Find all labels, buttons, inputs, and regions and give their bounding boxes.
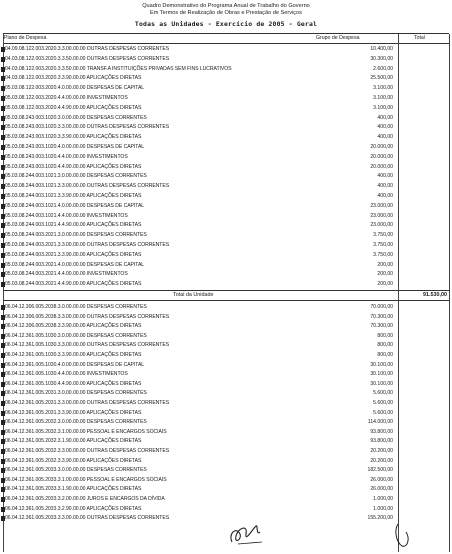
row-description: 05.03.08.243.003.1020.4.4.00.00.00 INVESTIMENTOS <box>5 153 128 160</box>
column-header-plano: Plano de Despesa <box>4 35 47 41</box>
row-description: 05.03.08.122.003.2020.4.0.00.00.00 DESPESAS DE CAPITAL <box>5 85 145 92</box>
row-grupo-value: 20.200,00 <box>370 448 393 454</box>
row-description: 05.03.08.243.003.1020.3.3.90.00.00 APLICAÇÕES DIRETAS <box>5 134 142 141</box>
row-grupo-value: 182.500,00 <box>367 467 393 474</box>
row-grupo-value: 800,00 <box>377 352 393 358</box>
table-row <box>5 212 445 221</box>
table-row <box>5 399 445 408</box>
row-grupo-value: 3.100,00 <box>373 95 393 101</box>
row-description: 06.04.12.361.005.2032.3.1.90.00.00 APLICAÇÕES DIRETAS <box>5 438 142 445</box>
row-grupo-value: 114.000,00 <box>367 419 393 426</box>
table-row <box>5 251 445 260</box>
row-description: 05.03.08.244.003.2021.4.4.00.00.00 INVESTIMENTOS <box>5 271 128 278</box>
row-description: 05.03.08.244.003.1021.4.4.00.00.00 INVESTIMENTOS <box>5 212 128 219</box>
row-grupo-value: 10.400,00 <box>370 46 393 52</box>
table-row <box>5 123 445 132</box>
table-row <box>5 389 445 398</box>
table-row <box>5 322 445 331</box>
row-description: 04.09.08.122.003.2020.3.3.00.00.00 OUTRAS DESPESAS CORRENTES <box>5 46 170 52</box>
row-grupo-value: 5.600,00 <box>373 400 393 406</box>
table-row <box>5 447 445 456</box>
row-description: 06.04.12.361.005.2033.3.0.00.00.00 DESPESAS CORRENTES <box>5 467 147 474</box>
row-description: 06.04.12.361.005.1030.4.4.00.00.00 INVESTIMENTOS <box>5 371 128 378</box>
row-description: 06.04.12.306.005.2038.3.0.00.00.00 DESPESAS CORRENTES <box>5 304 147 310</box>
row-grupo-value: 400,00 <box>377 114 393 121</box>
table-row <box>5 192 445 201</box>
row-grupo-value: 70.300,00 <box>370 313 393 320</box>
table-row <box>5 332 445 341</box>
row-description: 06.04.12.361.005.1030.4.4.90.00.00 APLICAÇÕES DIRETAS <box>5 380 142 387</box>
total-bottom-rule <box>3 300 449 301</box>
row-description: 06.04.12.361.005.2033.3.1.90.00.00 APLICAÇÕES DIRETAS <box>5 486 142 493</box>
row-description: 05.03.08.243.003.1020.3.3.00.00.00 OUTRAS DESPESAS CORRENTES <box>5 124 170 131</box>
table-row <box>5 280 445 289</box>
table-row <box>5 172 445 181</box>
row-description: 05.03.08.122.003.2020.4.4.90.00.00 APLICAÇÕES DIRETAS <box>5 104 142 111</box>
row-grupo-value: 400,00 <box>377 193 393 199</box>
row-description: 04.03.08.122.003.2020.3.3.50.00.00 TRANSF.A INSTITUIÇÕES PRIVADAS SEM FINS LUCRATIVOS <box>5 65 232 72</box>
table-row <box>5 241 445 250</box>
total-unidade-row <box>3 292 449 300</box>
row-grupo-value: 30.100,00 <box>370 380 393 387</box>
row-description: 04.03.08.122.003.2020.3.3.50.00.00 OUTRAS DESPESAS CORRENTES <box>5 55 170 62</box>
table-row <box>5 380 445 389</box>
row-description: 05.03.08.243.003.1020.4.0.00.00.00 DESPESAS DE CAPITAL <box>5 144 145 150</box>
row-grupo-value: 20.200,00 <box>370 457 393 464</box>
total-unidade-label: Total da Unidade <box>173 292 214 298</box>
table-row <box>5 104 445 113</box>
table-row <box>5 74 445 83</box>
row-description: 06.04.12.361.005.2033.3.3.00.00.00 OUTRAS DESPESAS CORRENTES <box>5 515 170 522</box>
signature-mark <box>226 520 266 550</box>
table-row <box>5 65 445 74</box>
table-row <box>5 270 445 279</box>
row-grupo-value: 2.600,00 <box>373 65 393 72</box>
row-grupo-value: 93.800,00 <box>370 438 393 445</box>
table-row <box>5 94 445 103</box>
table-row <box>5 457 445 466</box>
column-header-grupo: Grupo de Despesa <box>316 35 360 41</box>
column-header-total: Total <box>414 35 425 41</box>
row-grupo-value: 200,00 <box>377 261 393 268</box>
row-grupo-value: 25.500,00 <box>370 75 393 82</box>
table-row <box>5 84 445 93</box>
table-row <box>5 361 445 370</box>
row-description: 06.04.12.361.005.2032.3.0.00.00.00 DESPESAS CORRENTES <box>5 419 147 426</box>
table-row <box>5 428 445 437</box>
table-row <box>5 351 445 360</box>
row-description: 05.03.08.244.003.2021.3.3.00.00.00 OUTRAS DESPESAS CORRENTES <box>5 242 170 248</box>
row-description: 06.04.12.361.005.2031.3.3.90.00.00 APLICAÇÕES DIRETAS <box>5 409 142 416</box>
row-description: 05.03.08.244.003.2021.3.0.00.00.00 DESPESAS CORRENTES <box>5 232 147 239</box>
table-row <box>5 202 445 211</box>
row-grupo-value: 5.600,00 <box>373 390 393 397</box>
table-row <box>5 370 445 379</box>
row-grupo-value: 70.000,00 <box>370 304 393 310</box>
table-row <box>5 143 445 152</box>
report-scope: Todas as Unidades - Exercício de 2005 - Geral <box>134 20 318 28</box>
row-description: 05.03.08.244.003.2021.3.3.90.00.00 APLICAÇÕES DIRETAS <box>5 251 142 258</box>
table-row <box>5 133 445 142</box>
row-description: 06.04.12.361.005.1030.4.0.00.00.00 DESPESAS DE CAPITAL <box>5 361 145 368</box>
row-grupo-value: 30.300,00 <box>370 55 393 62</box>
row-grupo-value: 3.750,00 <box>373 242 393 248</box>
table-row <box>5 231 445 240</box>
table-row <box>5 45 445 54</box>
row-grupo-value: 800,00 <box>377 342 393 349</box>
table-row <box>5 313 445 322</box>
table-row <box>5 163 445 172</box>
row-grupo-value: 5.600,00 <box>373 409 393 416</box>
row-grupo-value: 800,00 <box>377 332 393 339</box>
row-description: 05.03.08.244.003.1021.4.0.00.00.00 DESPESAS DE CAPITAL <box>5 202 145 209</box>
row-grupo-value: 30.100,00 <box>370 371 393 378</box>
row-description: 06.04.12.361.005.2032.3.1.00.00.00 PESSOAL E ENCARGOS SOCIAIS <box>5 428 167 435</box>
row-grupo-value: 200,00 <box>377 281 393 288</box>
row-grupo-value: 70.300,00 <box>370 323 393 330</box>
row-grupo-value: 400,00 <box>377 173 393 180</box>
row-grupo-value: 26.000,00 <box>370 486 393 493</box>
row-grupo-value: 155.200,00 <box>367 515 393 522</box>
table-row <box>5 114 445 123</box>
row-description: 06.04.12.306.005.2038.3.3.00.00.00 OUTRAS DESPESAS CORRENTES <box>5 313 170 320</box>
total-top-rule <box>3 290 449 291</box>
table-row <box>5 485 445 494</box>
table-row <box>5 182 445 191</box>
row-description: 06.04.12.361.005.1030.3.3.90.00.00 APLICAÇÕES DIRETAS <box>5 352 142 358</box>
row-grupo-value: 1.000,00 <box>373 505 393 512</box>
row-description: 06.04.12.361.005.2032.3.3.90.00.00 APLICAÇÕES DIRETAS <box>5 457 142 464</box>
row-grupo-value: 400,00 <box>377 134 393 141</box>
row-grupo-value: 30.100,00 <box>370 361 393 368</box>
row-grupo-value: 93.800,00 <box>370 428 393 435</box>
row-grupo-value: 3.750,00 <box>373 251 393 258</box>
row-grupo-value: 20.000,00 <box>370 163 393 170</box>
row-description: 05.03.08.244.003.2021.4.0.00.00.00 DESPESAS DE CAPITAL <box>5 261 145 268</box>
table-row <box>5 437 445 446</box>
row-grupo-value: 20.000,00 <box>370 144 393 150</box>
row-grupo-value: 400,00 <box>377 124 393 131</box>
row-description: 06.04.12.361.005.2031.3.0.00.00.00 DESPESAS CORRENTES <box>5 390 147 397</box>
row-grupo-value: 26.000,00 <box>370 476 393 483</box>
row-description: 05.03.08.244.003.1021.3.0.00.00.00 DESPESAS CORRENTES <box>5 173 147 180</box>
row-grupo-value: 1.000,00 <box>373 496 393 502</box>
row-grupo-value: 23.000,00 <box>370 202 393 209</box>
row-description: 04.03.08.122.003.2020.3.3.90.00.00 APLICAÇÕES DIRETAS <box>5 75 142 82</box>
row-grupo-value: 200,00 <box>377 271 393 278</box>
table-row <box>5 418 445 427</box>
table-row <box>5 153 445 162</box>
row-grupo-value: 3.100,00 <box>373 85 393 92</box>
row-description: 05.03.08.244.003.2021.4.4.90.00.00 APLICAÇÕES DIRETAS <box>5 281 142 288</box>
report-title: Quadro Demonstrativo do Programa Anual de Trabalho do Governo <box>142 3 310 9</box>
table-right-border <box>449 34 450 552</box>
row-description: 06.04.12.361.005.2033.3.2.00.00.00 JUROS E ENCARGOS DA DÍVIDA <box>5 496 165 502</box>
table-row <box>5 341 445 350</box>
column-header-rule <box>3 43 449 44</box>
table-row <box>5 55 445 64</box>
row-description: 05.03.08.243.003.1020.3.0.00.00.00 DESPESAS CORRENTES <box>5 114 147 121</box>
row-description: 06.04.12.361.005.2031.3.3.00.00.00 OUTRAS DESPESAS CORRENTES <box>5 400 170 406</box>
total-unidade-value: 91.530,00 <box>423 292 447 298</box>
row-description: 05.03.08.122.003.2020.4.4.00.00.00 INVESTIMENTOS <box>5 95 128 101</box>
row-description: 06.04.12.361.005.2033.3.2.90.00.00 APLICAÇÕES DIRETAS <box>5 505 142 512</box>
row-description: 06.04.12.306.005.2038.3.3.90.00.00 APLICAÇÕES DIRETAS <box>5 323 142 330</box>
table-row <box>5 303 445 312</box>
row-grupo-value: 23.000,00 <box>370 222 393 229</box>
table-row <box>5 495 445 504</box>
report-subtitle: Em Termos de Realização de Obras e Prestação de Serviços <box>150 10 302 16</box>
row-description: 06.04.12.361.005.1030.3.3.00.00.00 OUTRAS DESPESAS CORRENTES <box>5 342 170 349</box>
row-grupo-value: 20.000,00 <box>370 153 393 160</box>
column-header-row <box>4 35 448 43</box>
table-top-rule <box>3 33 449 34</box>
row-grupo-value: 23.000,00 <box>370 212 393 219</box>
row-description: 05.03.08.244.003.1021.3.3.90.00.00 APLICAÇÕES DIRETAS <box>5 193 142 199</box>
row-description: 06.04.12.361.005.1030.3.0.00.00.00 DESPESAS CORRENTES <box>5 332 147 339</box>
initials-mark <box>392 520 414 550</box>
table-row <box>5 466 445 475</box>
row-description: 06.04.12.361.005.2032.3.3.00.00.00 OUTRAS DESPESAS CORRENTES <box>5 448 170 454</box>
row-grupo-value: 400,00 <box>377 183 393 190</box>
row-description: 05.03.08.244.003.1021.4.4.90.00.00 APLICAÇÕES DIRETAS <box>5 222 142 229</box>
table-row <box>5 221 445 230</box>
row-description: 06.04.12.361.005.2033.3.1.00.00.00 PESSOAL E ENCARGOS SOCIAIS <box>5 476 167 483</box>
row-grupo-value: 3.750,00 <box>373 232 393 239</box>
table-row <box>5 409 445 418</box>
row-description: 05.03.08.243.003.1020.4.4.90.00.00 APLICAÇÕES DIRETAS <box>5 163 142 170</box>
table-row <box>5 476 445 485</box>
table-row <box>5 505 445 514</box>
table-row <box>5 514 445 523</box>
table-row <box>5 261 445 270</box>
row-grupo-value: 3.100,00 <box>373 104 393 111</box>
row-description: 05.03.08.244.003.1021.3.3.00.00.00 OUTRAS DESPESAS CORRENTES <box>5 183 170 190</box>
